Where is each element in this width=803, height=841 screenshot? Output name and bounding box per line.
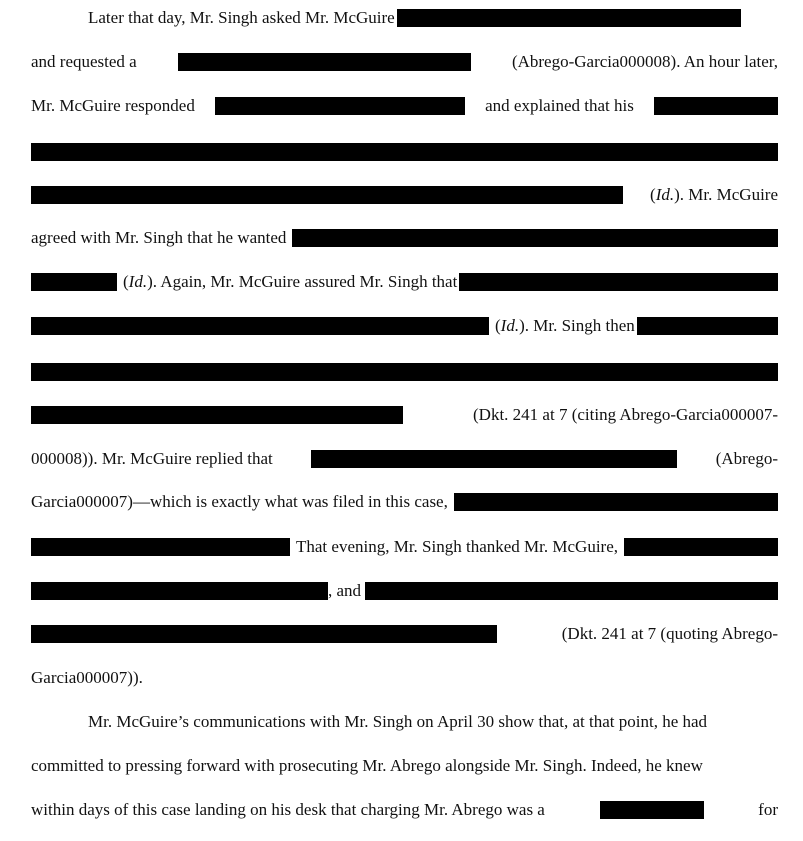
redaction-block bbox=[637, 317, 778, 335]
text-line-17 bbox=[88, 711, 778, 733]
text-segment: (Id.). Mr. McGuire bbox=[650, 185, 778, 204]
redaction-block bbox=[624, 538, 778, 556]
text-segment: (Id.). Mr. Singh then bbox=[495, 316, 635, 335]
text-segment: within days of this case landing on his desk that charging Mr. Abrego was a bbox=[31, 800, 545, 819]
redaction-block bbox=[31, 582, 328, 600]
text-segment: for bbox=[758, 800, 778, 819]
text-line-6 bbox=[31, 227, 778, 249]
text-segment: agreed with Mr. Singh that he wanted bbox=[31, 228, 287, 247]
redaction-block bbox=[397, 9, 741, 27]
redaction-block bbox=[454, 493, 778, 511]
text-segment: (Abrego-Garcia000008). An hour later, bbox=[511, 52, 778, 71]
text-segment: Garcia000007)—which is exactly what was filed in this case, bbox=[31, 492, 448, 511]
redaction-block bbox=[31, 406, 403, 424]
redaction-block bbox=[31, 317, 489, 335]
text-segment: Mr. McGuire responded bbox=[31, 96, 195, 115]
redaction-block bbox=[31, 143, 778, 161]
text-segment: (Dkt. 241 at 7 (quoting Abrego- bbox=[561, 624, 778, 643]
redaction-block bbox=[31, 186, 623, 204]
text-segment: (Id.). Again, Mr. McGuire assured Mr. Singh that bbox=[123, 272, 458, 291]
text-line-11 bbox=[31, 448, 778, 470]
text-segment: Mr. McGuire’s communications with Mr. Singh on April 30 show that, at that point, he had bbox=[88, 712, 708, 731]
text-segment: , and bbox=[328, 581, 362, 600]
text-segment: (Abrego- bbox=[715, 449, 778, 468]
redaction-block bbox=[215, 97, 465, 115]
text-line-1 bbox=[88, 7, 778, 29]
text-segment: committed to pressing forward with prosecuting Mr. Abrego alongside Mr. Singh. Indeed, he knew bbox=[31, 756, 703, 775]
text-segment: and requested a bbox=[31, 52, 137, 71]
text-line-9 bbox=[31, 361, 778, 383]
text-segment: That evening, Mr. Singh thanked Mr. McGuire, bbox=[296, 537, 619, 556]
text-line-4 bbox=[31, 141, 778, 163]
text-line-7 bbox=[31, 271, 778, 293]
text-segment: Garcia000007)). bbox=[31, 668, 143, 687]
text-segment: and explained that his bbox=[485, 96, 634, 115]
redaction-block bbox=[31, 625, 497, 643]
text-line-19 bbox=[31, 799, 778, 821]
text-line-5 bbox=[31, 184, 778, 206]
redaction-block bbox=[31, 273, 117, 291]
redaction-block bbox=[311, 450, 677, 468]
redaction-block bbox=[459, 273, 778, 291]
text-segment: (Dkt. 241 at 7 (citing Abrego-Garcia000007- bbox=[473, 405, 778, 424]
text-line-18 bbox=[31, 755, 778, 777]
text-line-13 bbox=[31, 536, 778, 558]
text-line-16 bbox=[31, 667, 778, 689]
redaction-block bbox=[292, 229, 778, 247]
text-line-10 bbox=[31, 404, 778, 426]
text-line-15 bbox=[31, 623, 778, 645]
text-line-3 bbox=[31, 95, 778, 117]
redaction-block bbox=[31, 363, 778, 381]
text-segment: 000008)). Mr. McGuire replied that bbox=[31, 449, 273, 468]
text-line-2 bbox=[31, 51, 778, 73]
redaction-block bbox=[600, 801, 704, 819]
redaction-block bbox=[365, 582, 778, 600]
redaction-block bbox=[31, 538, 290, 556]
text-line-12 bbox=[31, 491, 778, 513]
text-line-14 bbox=[31, 580, 778, 602]
redaction-block bbox=[178, 53, 471, 71]
redaction-block bbox=[654, 97, 778, 115]
text-line-8 bbox=[31, 315, 778, 337]
text-segment: Later that day, Mr. Singh asked Mr. McGuire bbox=[88, 8, 395, 27]
